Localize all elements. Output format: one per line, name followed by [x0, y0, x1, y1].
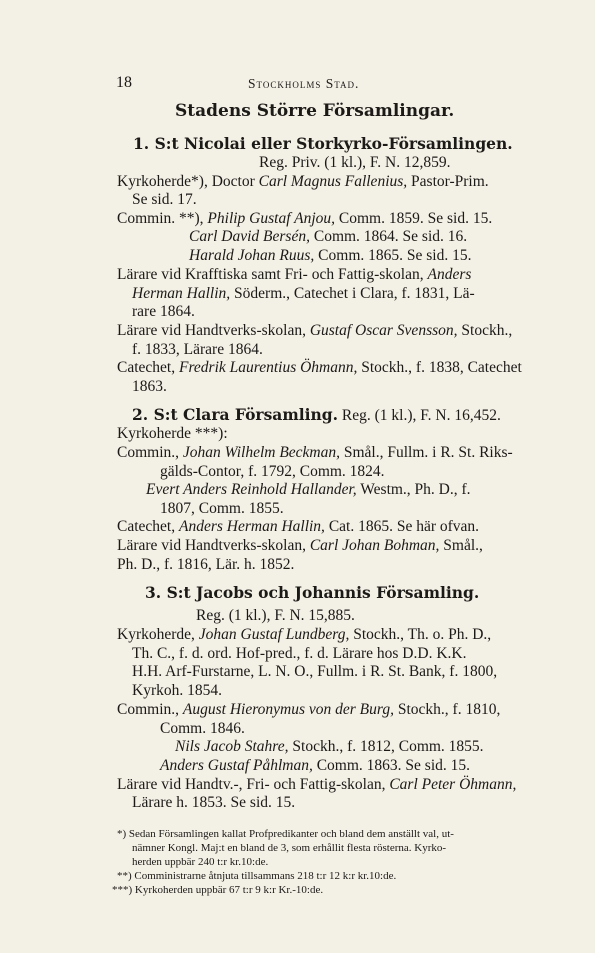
s1-commin-line3: Harald Johan Ruus, Comm. 1865. Se sid. 15.: [189, 247, 472, 264]
s1-kyrkoherde-line1: Kyrkoherde*), Doctor Carl Magnus Fallenius, Pastor-Prim.: [117, 173, 489, 190]
s1-larare-line3: rare 1864.: [132, 303, 195, 320]
s3-kyrkoherde-line4: Kyrkoh. 1854.: [132, 682, 222, 699]
s3-commin-line1: Commin., August Hieronymus von der Burg, Stockh., f. 1810,: [117, 701, 501, 718]
s2-commin-line2: gälds-Contor, f. 1792, Comm. 1824.: [160, 463, 385, 480]
s3-larare-line1: Lärare vid Handtv.-, Fri- och Fattig-skolan, Carl Peter Öhmann,: [117, 776, 517, 793]
section-heading-3: 3. S:t Jacobs och Johannis Församling.: [145, 583, 480, 602]
s2-commin-line3: Evert Anders Reinhold Hallander, Westm., Ph. D., f.: [146, 481, 471, 498]
s3-commin-line3: Nils Jacob Stahre, Stockh., f. 1812, Comm. 1855.: [175, 738, 484, 755]
s3-commin-line2: Comm. 1846.: [160, 720, 245, 737]
s1-larare-line2: Herman Hallin, Söderm., Catechet i Clara, f. 1831, Lä-: [132, 285, 475, 302]
footnote-1-line3: herden uppbär 240 t:r kr.10:de.: [132, 856, 269, 868]
s3-kyrkoherde-line1: Kyrkoherde, Johan Gustaf Lundberg, Stockh., Th. o. Ph. D.,: [117, 626, 492, 643]
s1-kyrkoherde-line2: Se sid. 17.: [132, 191, 197, 208]
running-head: Stockholms Stad.: [248, 76, 360, 91]
section-heading-2-line: 2. S:t Clara Församling. Reg. (1 kl.), F. N. 16,452.: [132, 405, 501, 424]
s2-commin-line4: 1807, Comm. 1855.: [160, 500, 284, 517]
s3-kyrkoherde-line3: H.H. Arf-Furstarne, L. N. O., Fullm. i R. St. Bank, f. 1800,: [132, 663, 498, 680]
footnote-3: ***) Kyrkoherden uppbär 67 t:r 9 k:r Kr.-10:de.: [112, 884, 324, 896]
s1-commin-line1: Commin. **), Philip Gustaf Anjou, Comm. 1859. Se sid. 15.: [117, 210, 493, 227]
s1-catechet-line1: Catechet, Fredrik Laurentius Öhmann, Stockh., f. 1838, Catechet: [117, 359, 522, 376]
s3-reg: Reg. (1 kl.), F. N. 15,885.: [196, 607, 355, 624]
s1-catechet-line2: 1863.: [132, 378, 167, 395]
footnote-1-line1: *) Sedan Församlingen kallat Profpredikanter och bland dem anställt val, ut-: [117, 828, 454, 840]
s2-catechet: Catechet, Anders Herman Hallin, Cat. 1865. Se här ofvan.: [117, 518, 480, 535]
s1-reg: Reg. Priv. (1 kl.), F. N. 12,859.: [259, 154, 451, 171]
footnote-1-line2: nämner Kongl. Maj:t en bland de 3, som erhållit flesta rösterna. Kyrko-: [132, 842, 447, 854]
s1-handtverk-line1: Lärare vid Handtverks-skolan, Gustaf Oscar Svensson, Stockh.,: [117, 322, 513, 339]
s1-larare-line1: Lärare vid Krafftiska samt Fri- och Fattig-skolan, Anders: [117, 266, 472, 283]
section-heading-1: 1. S:t Nicolai eller Storkyrko-Församlingen.: [133, 134, 513, 153]
s2-larare-line2: Ph. D., f. 1816, Lär. h. 1852.: [117, 556, 295, 573]
footnote-2: **) Comministrarne åtnjuta tillsammans 218 t:r 12 k:r kr.10:de.: [117, 870, 397, 882]
s1-handtverk-line2: f. 1833, Lärare 1864.: [132, 341, 263, 358]
page-number: 18: [116, 74, 132, 91]
page-title: Stadens Större Församlingar.: [175, 101, 455, 121]
s2-commin-line1: Commin., Johan Wilhelm Beckman, Smål., Fullm. i R. St. Riks-: [117, 444, 513, 461]
s1-commin-line2: Carl David Bersén, Comm. 1864. Se sid. 16.: [189, 228, 468, 245]
s2-kyrkoherde: Kyrkoherde ***):: [117, 425, 228, 442]
section-heading-2: 2. S:t Clara Församling.: [132, 405, 339, 424]
s2-larare-line1: Lärare vid Handtverks-skolan, Carl Johan Bohman, Smål.,: [117, 537, 483, 554]
s3-larare-line2: Lärare h. 1853. Se sid. 15.: [132, 794, 296, 811]
s3-kyrkoherde-line2: Th. C., f. d. ord. Hof-pred., f. d. Lärare hos D.D. K.K.: [132, 645, 467, 662]
s3-commin-line4: Anders Gustaf Påhlman, Comm. 1863. Se sid. 15.: [160, 757, 471, 774]
